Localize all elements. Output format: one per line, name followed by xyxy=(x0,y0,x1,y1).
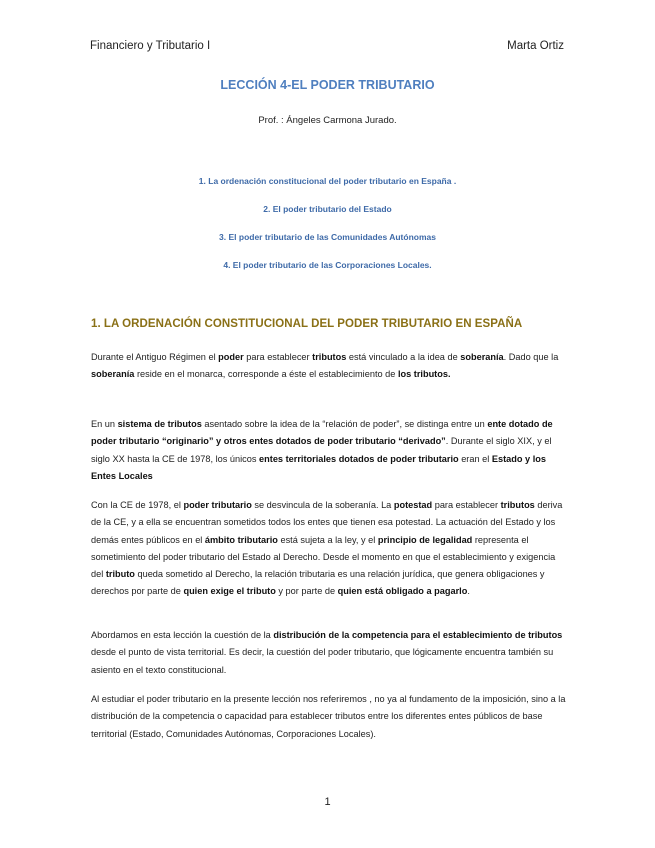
toc-item-2: 2. El poder tributario del Estado xyxy=(263,204,392,214)
toc-item-3: 3. El poder tributario de las Comunidades Autónomas xyxy=(219,232,436,242)
paragraph-1: Durante el Antiguo Régimen el poder para establecer tributos está vinculado a la idea de soberanía. Dado que la soberanía reside en el monarca, corresponde a éste el establecimiento de los tributos. xyxy=(91,352,559,380)
lesson-title: LECCIÓN 4-EL PODER TRIBUTARIO xyxy=(220,78,435,92)
header-course: Financiero y Tributario I xyxy=(90,40,211,52)
paragraph-4: Abordamos en esta lección la cuestión de la distribución de la competencia para el establecimiento de tributos desde el punto de vista territorial. Es decir, la cuestión del poder tributario, que lógicamente encuentra también su asiento en el texto constitucional. xyxy=(91,630,563,675)
page-number: 1 xyxy=(324,796,331,808)
professor-line: Prof. : Ángeles Carmona Jurado. xyxy=(258,115,397,126)
toc-item-4: 4. El poder tributario de las Corporaciones Locales. xyxy=(223,260,432,270)
paragraph-5: Al estudiar el poder tributario en la presente lección nos referiremos , no ya al fundamento de la imposición, sino a la distribución de la competencia o capacidad para establecer tributos entre los diferentes entes públicos de base territorial (Estado, Comunidades Autónomas, Corporaciones Locales). xyxy=(91,694,566,739)
paragraph-3: Con la CE de 1978, el poder tributario se desvincula de la soberanía. La potestad para establecer tributos deriva de la CE, y a ella se encuentran sometidos todos los entes que tienen esa potestad. La actuación del Estado y los demás entes públicos en el ámbito tributario está sujeta a la ley, y el principio de legalidad representa el sometimiento del poder tributario del Estado al Derecho. Desde el momento en que el establecimiento y exigencia del tributo queda sometido al Derecho, la relación tributaria es una relación jurídica, que genera obligaciones y derechos por parte de quien exige el tributo y por parte de quien está obligado a pagarlo. xyxy=(91,500,563,597)
paragraph-2: En un sistema de tributos asentado sobre la idea de la “relación de poder”, se distinga entre un ente dotado de poder tributario “originario” y otros entes dotados de poder tributario “derivado”. Durante el siglo XIX, y el siglo XX hasta la CE de 1978, los únicos entes territoriales dotados de poder tributario eran el Estado y los Entes Locales xyxy=(91,419,553,481)
toc-item-1: 1. La ordenación constitucional del poder tributario en España . xyxy=(198,176,457,186)
section-heading: 1. LA ORDENACIÓN CONSTITUCIONAL DEL PODER TRIBUTARIO EN ESPAÑA xyxy=(91,318,523,330)
header-author: Marta Ortiz xyxy=(507,40,564,52)
